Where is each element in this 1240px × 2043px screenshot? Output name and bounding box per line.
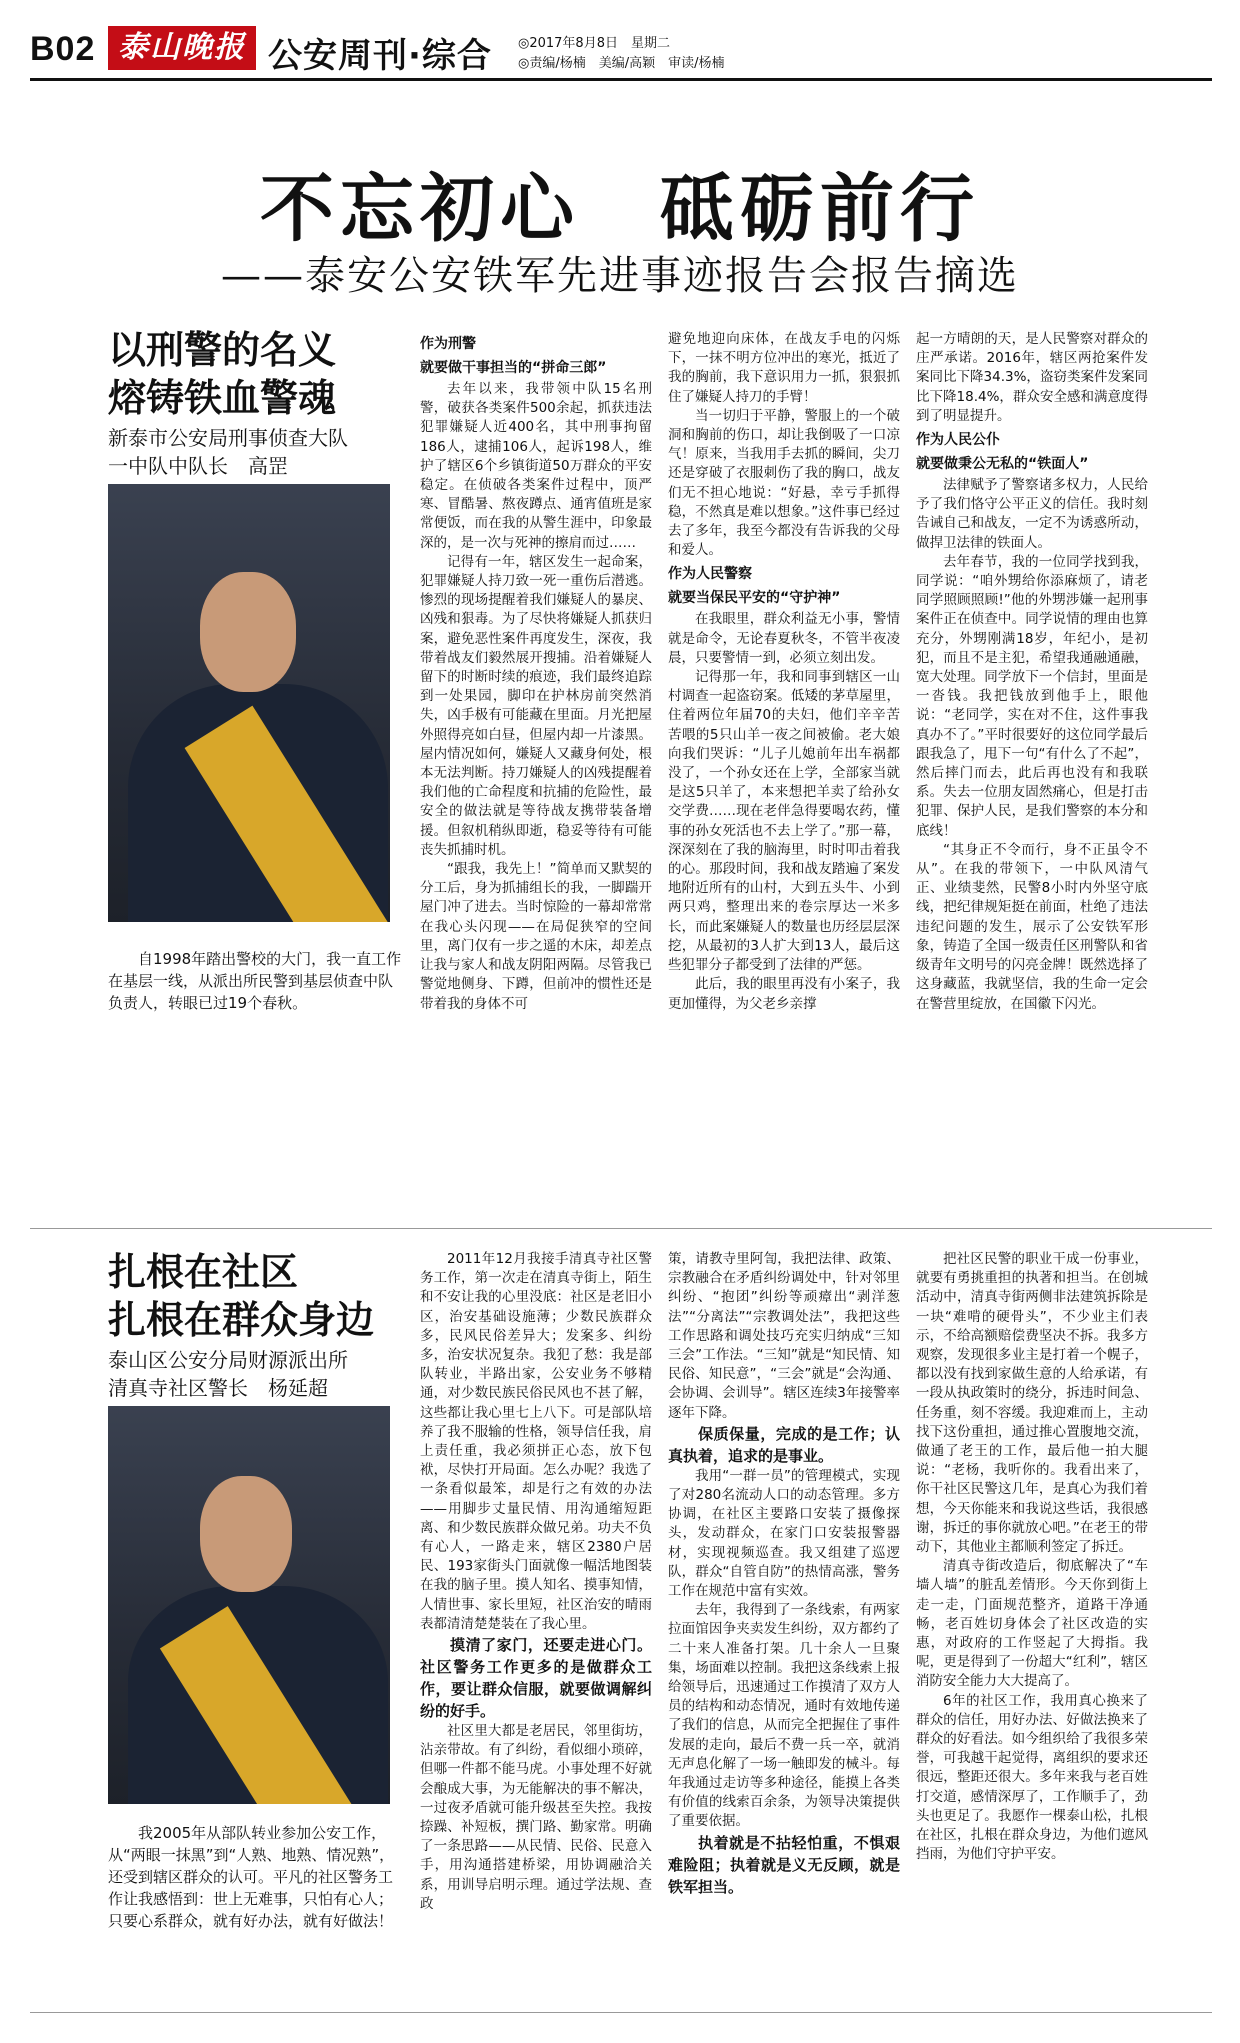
body-paragraph: 把社区民警的职业干成一份事业，就要有勇挑重担的执著和担当。在创城活动中，清真寺街两侧非法建筑拆除是一块“难啃的硬骨头”，不少业主们表示，不给高额赔偿费坚决不拆。我多方观察，发现很多业主是打着一个幌子，都以没有找到家做生意的人给承诺，有一段从执政策时的绕分，拆违时间急、任务重，刻不容缓。我迎难而上，主动找下这份重担，通过推心置腹地交流，做通了老王的工作，最后他一拍大腿说：“老杨，我听你的。我看出来了，你干社区民警这几年，是真心为我们着想，今天你能来和我说这些话，我很感谢，拆迁的事你就放心吧。”在老王的带动下，其他业主都顺利签定了拆迁。 [916, 1251, 1148, 1556]
body-paragraph: 去年以来，我带领中队15名刑警，破获各类案件500余起，抓获违法犯罪嫌疑人近400名，其中刑事拘留186人，逮捕106人，起诉198人，维护了辖区6个乡镇街道50万群众的平安稳定。在侦破各类案件过程中，顶严寒、冒酷暑、熬夜蹲点、通宵值班是家常便饭，而在我的从警生涯中，印象最深的，是一次与死神的擦肩而过…… [420, 381, 652, 551]
body-paragraph: 去年，我得到了一条线索，有两家拉面馆因争夹卖发生纠纷，双方都约了二十来人准备打架。几十余人一旦聚集，场面难以控制。我把这条线索上报给领导后，迅速通过工作摸清了双方人员的结构和动态情况，通时有效地传递了我们的信息，从而完全把握住了事件发展的走向，最后不费一兵一卒，就消无声息化解了一场一触即发的械斗。每年我通过走访等多种途径，能摸上各类有价值的线索百余条，为领导决策提供了重要依据。 [668, 1602, 900, 1830]
story2-title-line1: 扎根在社区 [108, 1250, 299, 1294]
story2-caption: 我2005年从部队转业参加公安工作，从“两眼一抹黑”到“人熟、地熟、情况熟”，还受到辖区群众的认可。平凡的社区警务工作让我感悟到：世上无难事，只怕有心人；只要心系群众，就有好办法，就有好做法！ [108, 1824, 395, 1930]
subhead: 就要当保民平安的“守护神” [668, 590, 841, 607]
issue-meta [518, 34, 724, 74]
body-paragraph: 记得有一年，辖区发生一起命案，犯罪嫌疑人持刀致一死一重伤后潜逃。惨烈的现场提醒着我们嫌疑人的暴戾、凶残和狠毒。为了尽快将嫌疑人抓获归案，避免恶性案件再度发生，深夜，我带着战友们毅然展开搜捕。沿着嫌疑人留下的时断时续的痕迹，我们最终追踪到一处果园，脚印在护林房前突然消失，凶手极有可能藏在里面。月光把屋外照得亮如白昼，但屋内却一片漆黑。屋内情况如何，嫌疑人又藏身何处，根本无法判断。持刀嫌疑人的凶残提醒着我们他的亡命程度和抗捕的危险性，最安全的做法就是等待战友携带装备增援。但叙机稍纵即逝，稳妥等待有可能丧失抓捕时机。 [420, 553, 652, 858]
story2-author-line2: 清真寺社区警长 杨延超 [108, 1376, 328, 1400]
lead-paragraph: 保质保量，完成的是工作；认真执着，追求的是事业。 [668, 1424, 900, 1465]
section-title: 公安周刊·综合 [268, 36, 492, 76]
newspaper-logo: 泰山晚报 [108, 26, 256, 70]
story-divider [30, 1228, 1212, 1229]
issue-date: ◎2017年8月8日 星期二 [518, 36, 670, 51]
story2-column-2 [668, 1250, 900, 2006]
story2-title-line2: 扎根在群众身边 [108, 1298, 375, 1342]
body-paragraph: “其身正不令而行，身不正虽令不从”。在我的带领下，一中队风清气正、业绩斐然，民警8小时内外坚守底线，把纪律规矩挺在前面，杜绝了违法违纪问题的发生，展示了公安铁军形象，铸造了全国一级责任区刑警队和省级青年文明号的闪亮金牌！既然选择了这身藏蓝，我就坚信，我的生命一定会在警营里绽放，在国徽下闪光。 [916, 841, 1148, 1012]
story1-portrait-photo [108, 484, 390, 922]
continued-paragraph: 起一方晴朗的天，是人民警察对群众的庄严承诺。2016年，辖区两抢案件发案同比下降34.3%，盗窃类案件发案同比下降18.4%，群众安全感和满意度得到了明显提升。 [916, 331, 1148, 424]
body-paragraph: 清真寺街改造后，彻底解决了“车墙人墙”的脏乱差情形。今天你到街上走一走，门面规范整齐，道路干净通畅，老百姓切身体会了社区改造的实惠，对政府的工作竖起了大拇指。我呢，更是得到了一份超大“红利”，辖区消防安全能力大大提高了。 [916, 1558, 1148, 1690]
story1-column-2 [668, 330, 900, 1210]
body-paragraph: 当一切归于平静，警服上的一个破洞和胸前的伤口，却让我倒吸了一口凉气！原来，当我用手去抓的瞬间，尖刀还是穿破了衣服刺伤了我的胸口，战友们无不担心地说：“好悬，幸亏手抓得稳，不然真是难以想象。”这件事已经过去了多年，我至今都没有告诉我的父母和爱人。 [668, 407, 900, 559]
body-paragraph: 去年春节，我的一位同学找到我，同学说：“咱外甥给你添麻烦了，请老同学照顾照顾!”他的外甥涉嫌一起刑事案件正在侦查中。同学说情的理由也算充分，外甥刚满18岁，年纪小，是初犯，而且不是主犯，希望我通融通融，宽大处理。同学放下一个信封，里面是一沓钱。我把钱放到他手上，眼他说：“老同学，实在对不住，这件事我真办不了。”平时很要好的这位同学最后跟我急了，甩下一句“有什么了不起”，然后摔门而去，此后再也没有和我联系。失去一位朋友固然痛心，但是打击犯罪、保护人民，是我们警察的本分和底线！ [916, 553, 1148, 839]
editors-credit: ◎责编/杨楠 美编/高颖 审读/杨楠 [518, 56, 725, 71]
body-paragraph: 此后，我的眼里再没有小案子，我更加懂得，为父老乡亲撑 [668, 976, 900, 1012]
body-paragraph: 6年的社区工作，我用真心换来了群众的信任，用好办法、好做法换来了群众的好看法。如今组织给了我很多荣誉，可我越干起觉得，离组织的要求还很远，整距还很大。多年来我与老百姓打交道，感情深厚了，工作顺手了，劲头也更足了。我愿作一棵泰山松，扎根在社区，扎根在群众身边，为他们遮风挡雨，为他们守护平安。 [916, 1692, 1148, 1863]
body-paragraph: 社区里大都是老居民，邻里街坊，沾亲带故。有了纠纷，看似细小琐碎，但哪一件都不能马虎。小事处理不好就会酿成大事，为无能解决的事不解决，一过夜矛盾就可能升级甚至失控。我按捺躁、补短板，撰门路、勤家常。明确了一条思路——从民情、民俗、民意入手，用沟通搭建桥梁，用协调融洽关系，用训导启明示理。通过学法规、查政 [420, 1723, 652, 1912]
subhead: 作为人民警察 [668, 566, 752, 583]
story1-title [108, 326, 336, 422]
header-rule [30, 78, 1212, 81]
body-paragraph: 在我眼里，群众利益无小事，警情就是命令，无论春夏秋冬，不管半夜凌晨，只要警情一到，必须立刻出发。 [668, 611, 900, 666]
story2-author-line1: 泰山区公安分局财源派出所 [108, 1348, 348, 1372]
story2-column-1 [420, 1250, 652, 2006]
subhead: 作为人民公仆 [916, 432, 1000, 449]
body-paragraph: 2011年12月我接手清真寺社区警务工作，第一次走在清真寺街上，陌生和不安让我的心里没底：社区是老旧小区，治安基础设施薄；少数民族群众多，民风民俗差异大；发案多、纠纷多，治安状况复杂。我犯了愁：我是部队转业，半路出家，公安业务不够精通，对少数民族民俗民风也不甚了解，这些都让我心里七上八下。可是部队培养了我不服输的性格，领导信任我，肩上责任重，我必须拼正心态，放下包袱，尽快打开局面。怎么办呢？我选了一条看似最笨，却是行之有效的办法——用脚步丈量民情、用沟通缩短距离、和少数民族群众做兄弟。功夫不负有心人，一路走来，辖区2380户居民、193家街头门面就像一幅活地图装在我的脑子里。摸人知名、摸事知情，人情世事、家长里短，社区治安的晴雨表都清清楚楚装在了我心里。 [420, 1251, 652, 1632]
story1-author-line1: 新泰市公安局刑事侦查大队 [108, 426, 348, 450]
story1-caption: 自1998年踏出警校的大门，我一直工作在基层一线，从派出所民警到基层侦查中队负责人，转眼已过19个春秋。 [108, 950, 402, 1012]
subhead: 就要做秉公无私的“铁面人” [916, 456, 1089, 473]
story1-column-3 [916, 330, 1148, 1210]
story1-title-line1: 以刑警的名义 [108, 328, 337, 372]
body-paragraph: “跟我，我先上！”简单而又默契的分工后，身为抓捕组长的我，一脚踹开屋门冲了进去。当时惊险的一幕却常常在我心头闪现——在局促狭窄的空间里，离门仅有一步之遥的木床，却差点让我与家人和战友阴阳两隔。尽管我已警觉地侧身、下蹲，但前冲的惯性还是带着我的身体不可 [420, 861, 652, 1012]
continued-paragraph: 策，请教寺里阿訇，我把法律、政策、宗教融合在矛盾纠纷调处中，针对邻里纠纷、“抱团”纠纷等顽瘴出“剥洋葱法”“分离法”“宗教调处法”，我把这些工作思路和调处技巧充实归纳成“三知三会”工作法。“三知”就是“知民情、知民俗、知民意”，“三会”就是“会沟通、会协调、会训导”。辖区连续3年接警率逐年下降。 [668, 1251, 900, 1421]
story1-author [108, 424, 348, 480]
story2-column-3 [916, 1250, 1148, 2006]
body-paragraph: 法律赋予了警察诸多权力，人民给予了我们恪守公平正义的信任。我时刻告诫自己和战友，一定不为诱惑所动，做捍卫法律的铁面人。 [916, 477, 1148, 551]
lead-paragraph: 执着就是不拈轻怕重，不惧艰难险阻；执着就是义无反顾，就是铁军担当。 [668, 1833, 900, 1896]
body-paragraph: 记得那一年，我和同事到辖区一山村调查一起盗窃案。低矮的茅草屋里，住着两位年届70的夫妇，他们辛辛苦苦喂的5只山羊一夜之间被偷。老大娘向我们哭诉：“儿子儿媳前年出车祸都没了，一个孙女还在上学，全部家当就是这5只羊了，本来想把羊卖了给孙女交学费……现在老伴急得要喝农药，懂事的孙女死活也不去上学了。”那一幕，深深刻在了我的脑海里，时时叩击着我的心。那段时间，我和战友踏遍了案发地附近所有的山村，大到五头牛、小到两只鸡，整理出来的卷宗厚达一米多长，而此案嫌疑人的数量也历经层层深挖，从最初的3人扩大到13人，最后这些犯罪分子都受到了法律的严惩。 [668, 669, 900, 974]
story2-portrait-photo [108, 1406, 390, 1804]
subhead: 就要做干事担当的“拼命三郎” [420, 360, 607, 376]
main-headline: 不忘初心 砥砺前行 [260, 166, 980, 252]
body-paragraph: 我用“一群一员”的管理模式，实现了对280名流动人口的动态管理。多方协调，在社区主要路口安装了摄像探头，发动群众，在家门口安装报警器材，实现视频巡查。我又组建了巡逻队，群众“自管自防”的热情高涨，警务工作在规范中富有实效。 [668, 1467, 900, 1600]
main-subheadline: ——泰安公安铁军先进事迹报告会报告摘选 [221, 253, 1019, 299]
story2-author [108, 1346, 348, 1402]
footer-rule [30, 2012, 1212, 2013]
subhead: 作为刑警 [420, 336, 476, 352]
story1-author-line2: 一中队中队长 高罡 [108, 454, 288, 478]
story1-title-line2: 熔铸铁血警魂 [108, 376, 337, 420]
lead-paragraph: 摸清了家门，还要走进心门。社区警务工作更多的是做群众工作，要让群众信服，就要做调解纠纷的好手。 [420, 1636, 652, 1721]
page-number: B02 [30, 30, 96, 68]
story2-title [108, 1248, 374, 1344]
continued-paragraph: 避免地迎向床体，在战友手电的闪烁下，一抹不明方位冲出的寒光，抵近了我的胸前，我下意识用力一抓，狠狠抓住了嫌疑人持刀的手臂！ [668, 331, 900, 405]
story1-column-1 [420, 330, 652, 1210]
